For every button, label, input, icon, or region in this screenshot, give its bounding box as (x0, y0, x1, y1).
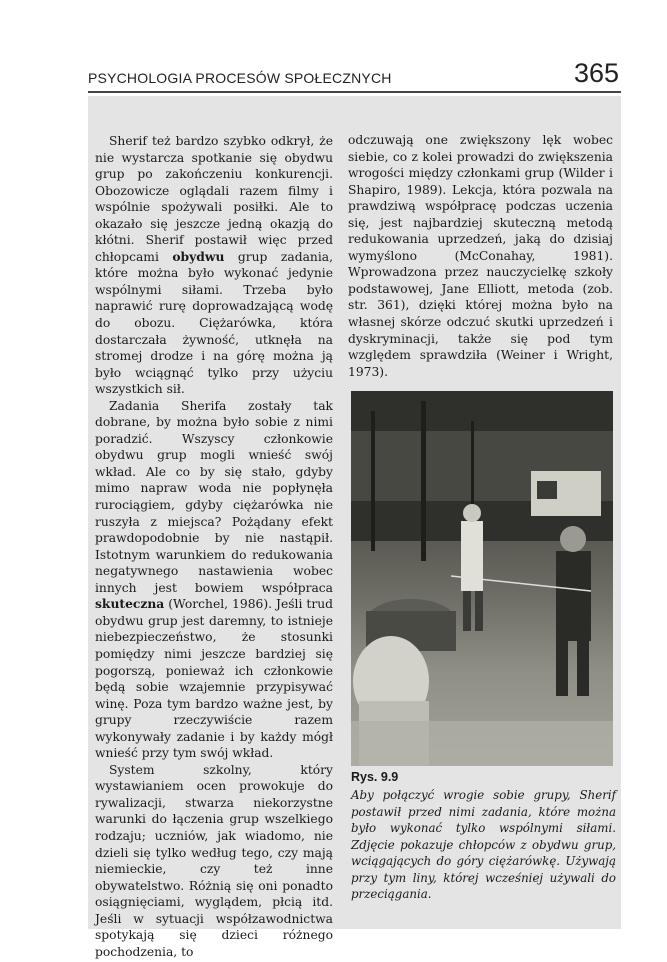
paragraph-1-text-a: Sherif też bardzo szybko odkrył, że nie wystarcza spotkanie się obydwu grup po zakończeniu konkurencji. Obozowicze oglądali razem filmy i wspólnie spożywali posiłki. Ale to okazało się jeszcze jedną okazją do kłótni. Sherif postawił więc przed chłopcami (95, 134, 333, 264)
paragraph-1 (95, 133, 333, 398)
left-column (95, 133, 333, 960)
right-column (348, 132, 613, 380)
header-rule (88, 91, 621, 93)
figure-photo (351, 391, 613, 766)
photo-illustration (351, 391, 613, 766)
paragraph-1-text-b: grup zadania, które można było wykonać jedynie wspólnymi siłami. Trzeba było naprawić rurę doprowadzającą wodę do obozu. Ciężarówka, która dostarczała żywność, utknęła na stromej drodze i na górę można ją było wciągnąć tylko przy użyciu wszystkich sił. (95, 249, 333, 397)
figure-caption: Aby połączyć wrogie sobie grupy, Sherif postawił przed nimi zadania, które można było wykonać tylko wspólnymi siłami. Zdjęcie pokazuje chłopców z obydwu grup, wciągających do góry ciężarówkę. Używają przy tym liny, której wcześniej używali do przeciągania. (351, 788, 616, 902)
paragraph-3: System szkolny, który wystawianiem ocen prowokuje do rywalizacji, stwarza niekorzystne warunki do łączenia grup wszelkiego rodzaju; uczniów, jak wiadomo, nie dzieli się tylko według tego, czy mają niemieckie, czy też inne obywatelstwo. Różnią się oni ponadto osiągnięciami, wyglądem, płcią itd. Jeśli w sytuacji współzawodnictwa spotykają się dzieci różnego pochodzenia, to (95, 762, 333, 959)
paragraph-2-text-a: Zadania Sherifa zostały tak dobrane, by można było sobie z nimi poradzić. Wszyscy członkowie obydwu grup mogli wnieść swój wkład. Ale co by się stało, gdyby mimo napraw woda nie popłynęła rurociągiem, gdyby ciężarówka nie ruszyła z miejsca? Pożądany efekt prawdopodobnie by nie nastąpił. Istotnym warunkiem do redukowania negatywnego nastawienia wobec innych jest bowiem współpraca (95, 398, 333, 595)
figure-label: Rys. 9.9 (351, 770, 399, 784)
emphasis-obydwu: obydwu (172, 248, 225, 264)
emphasis-skuteczna: skuteczna (95, 596, 165, 612)
running-header: PSYCHOLOGIA PROCESÓW SPOŁECZNYCH (88, 70, 392, 86)
paragraph-continued: odczuwają one zwiększony lęk wobec siebie, co z kolei prowadzi do zwiększenia wrogości między członkami grup (Wilder i Shapiro, 1989). Lekcja, która pozwala na prawdziwą współpracę podczas uczenia się, jest najbardziej skuteczną metodą redukowania uprzedzeń, jaką do dzisiaj wymyślono (McConahay, 1981). Wprowadzona przez nauczycielkę szkoły podstawowej, Jane Elliott, metoda (zob. str. 361), dzięki której można było na własnej skórze odczuć skutki uprzedzeń i dyskryminacji, także się pod tym względem sprawdziła (Weiner i Wright, 1973). (348, 133, 613, 379)
paragraph-2 (95, 398, 333, 762)
paragraph-2-text-b: (Worchel, 1986). Jeśli trud obydwu grup jest daremny, to istnieje niebezpieczeństwo, że stosunki pomiędzy nimi jeszcze bardziej się pogorszą, ponieważ ich członkowie będą sobie wzajemnie przypisywać winę. Poza tym bardzo ważne jest, by grupy rzeczywiście razem wykonywały zadanie i by każdy mógł wnieść przy tym swój wkład. (95, 597, 333, 761)
page-number: 365 (573, 58, 619, 88)
